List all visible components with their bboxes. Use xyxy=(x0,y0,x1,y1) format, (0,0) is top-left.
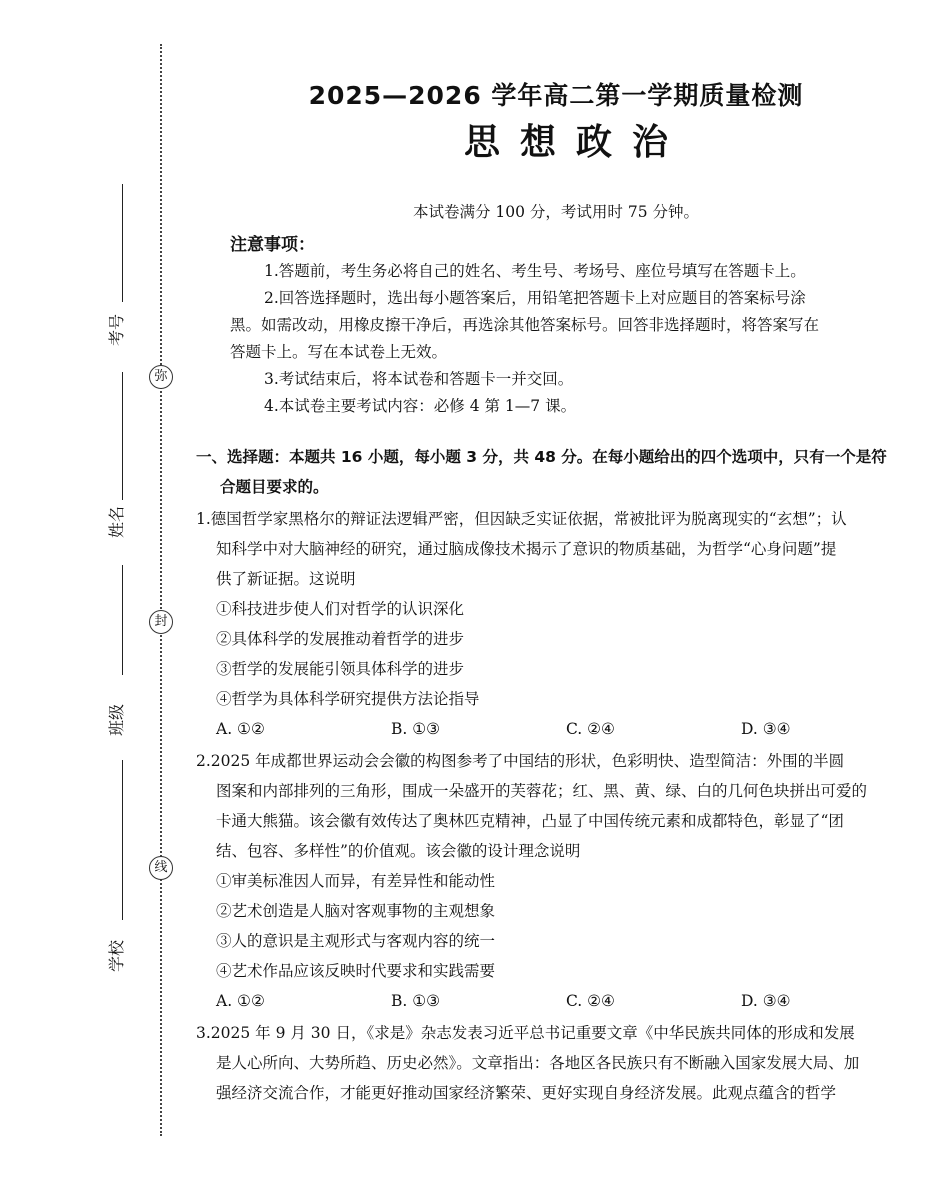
question-1-statement-3: ③哲学的发展能引领具体科学的进步 xyxy=(216,660,465,678)
question-1-answer-d[interactable]: D. ③④ xyxy=(741,720,791,738)
notice-title: 注意事项： xyxy=(230,235,315,255)
notice-item-4: 4.本试卷主要考试内容：必修 4 第 1—7 课。 xyxy=(264,397,577,415)
exam-number-line[interactable] xyxy=(122,184,123,302)
question-2-statement-1: ①审美标准因人而异，有差异性和能动性 xyxy=(216,872,496,890)
name-line[interactable] xyxy=(122,400,123,500)
question-1-answer-b[interactable]: B. ①③ xyxy=(391,720,441,738)
question-2-answers xyxy=(196,986,916,1016)
question-2-answer-b[interactable]: B. ①③ xyxy=(391,992,441,1010)
question-1-statement-1: ①科技进步使人们对哲学的认识深化 xyxy=(216,600,465,618)
name-label: 姓名 xyxy=(107,506,126,539)
question-3-stem: 3.2025 年 9 月 30 日，《求是》杂志发表习近平总书记重要文章《中华民族共同体的形成和发展 是人心所向、大势所趋、历史必然》。文章指出：各地区各民族只有不断融入国家发展大局、加 强经济交流合作，才能更好推动国家经济繁荣、更好实现自身经济发展。此观点蕴含的哲学 xyxy=(196,1024,860,1102)
notice-item-1: 1.答题前，考生务必将自己的姓名、考生号、考场号、座位号填写在答题卡上。 xyxy=(264,262,806,280)
school-label: 学校 xyxy=(107,940,126,973)
exam-paper xyxy=(196,78,916,1108)
question-2-stem: 2.2025 年成都世界运动会会徽的构图参考了中国结的形状，色彩明快、造型简洁：外围的半圆 图案和内部排列的三角形，围成一朵盛开的芙蓉花；红、黑、黄、绿、白的几何色块拼出可爱的 卡通大熊猫。该会徽有效传达了奥林匹克精神，凸显了中国传统元素和成都特色，彰显了“团 结、包容、多样性”的价值观。该会徽的设计理念说明 xyxy=(196,752,868,860)
binding-margin xyxy=(0,0,180,1200)
question-1-answers xyxy=(196,714,916,744)
question-1-statement-4: ④哲学为具体科学研究提供方法论指导 xyxy=(216,690,480,708)
seal-dotted-line xyxy=(160,44,162,1136)
notice-item-2-cont: 黑。如需改动，用橡皮擦干净后，再选涂其他答案标号。回答非选择题时，将答案写在 xyxy=(230,316,820,334)
class-line[interactable] xyxy=(122,760,123,920)
seal-char-mi: 弥 xyxy=(149,365,173,389)
question-2-answer-c[interactable]: C. ②④ xyxy=(566,992,615,1010)
question-1-answer-c[interactable]: C. ②④ xyxy=(566,720,615,738)
question-2-statement-3: ③人的意识是主观形式与客观内容的统一 xyxy=(216,932,496,950)
question-1-answer-a[interactable]: A. ①② xyxy=(216,720,265,738)
question-1-statement-2: ②具体科学的发展推动着哲学的进步 xyxy=(216,630,465,648)
seal-char-feng: 封 xyxy=(149,610,173,634)
notice-item-2-cont2: 答题卡上。写在本试卷上无效。 xyxy=(230,343,448,361)
subject-title: 思想政治 xyxy=(463,122,688,163)
class-label: 班级 xyxy=(107,704,126,737)
notice-item-3: 3.考试结束后，将本试卷和答题卡一并交回。 xyxy=(264,370,574,388)
exam-info: 本试卷满分 100 分，考试用时 75 分钟。 xyxy=(412,203,700,221)
question-2-answer-d[interactable]: D. ③④ xyxy=(741,992,791,1010)
exam-number-label: 考号 xyxy=(107,314,126,347)
question-2-statement-4: ④艺术作品应该反映时代要求和实践需要 xyxy=(216,962,496,980)
question-2-statement-2: ②艺术创造是人脑对客观事物的主观想象 xyxy=(216,902,496,920)
section-one-heading: 一、选择题：本题共 16 小题，每小题 3 分，共 48 分。在每小题给出的四个选项中，只有一个是符 合题目要求的。 xyxy=(196,448,887,496)
question-2-answer-a[interactable]: A. ①② xyxy=(216,992,265,1010)
notice-item-2: 2.回答选择题时，选出每小题答案后，用铅笔把答题卡上对应题目的答案标号涂 xyxy=(264,289,806,307)
exam-title: 2025—2026 学年高二第一学期质量检测 xyxy=(308,81,804,110)
seal-char-xian: 线 xyxy=(149,856,173,880)
name-line-lower xyxy=(122,565,123,675)
question-1-stem: 1.德国哲学家黑格尔的辩证法逻辑严密，但因缺乏实证依据，常被批评为脱离现实的“玄想”；认 知科学中对大脑神经的研究，通过脑成像技术揭示了意识的物质基础，为哲学“心身问题”提 供了新证据。这说明 xyxy=(196,510,847,588)
